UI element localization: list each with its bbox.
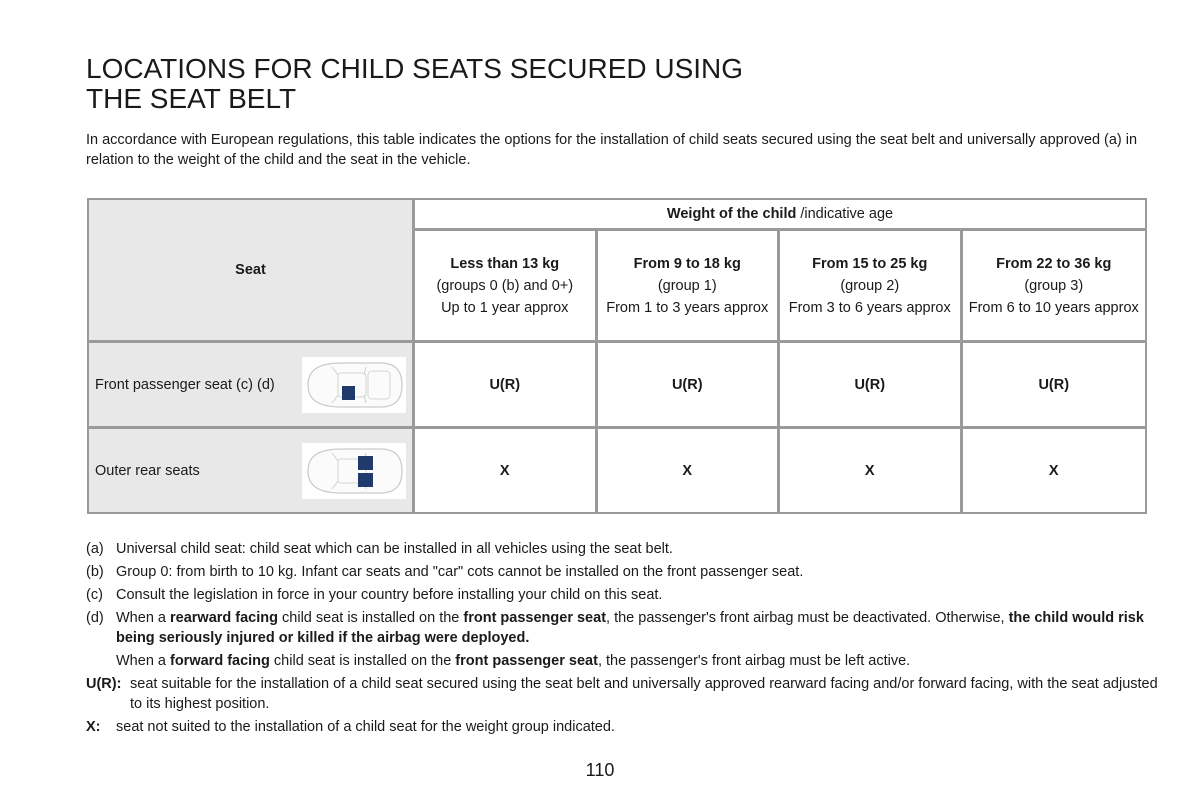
seat-name: Front passenger seat (c) (d) [95, 376, 275, 393]
legend-ur [86, 674, 1166, 714]
car-top-view-rear-seats-icon [302, 443, 406, 499]
group-age: From 3 to 6 years approx [788, 299, 951, 316]
group-age: Up to 1 year approx [441, 299, 569, 316]
weight-header [415, 200, 1145, 231]
text-run: child seat is installed on the [278, 610, 464, 626]
group-label: (groups 0 (b) and 0+) [436, 277, 574, 294]
footnote-text: Consult the legislation in force in your country before installing your child on this seat. [116, 587, 663, 603]
car-top-view-front-passenger-icon [302, 357, 406, 413]
group-label: (group 1) [657, 277, 717, 294]
cell-value: U(R) [415, 343, 598, 429]
footnote-text: Group 0: from birth to 10 kg. Infant car seats and "car" cots cannot be installed on the front passenger seat. [116, 564, 804, 580]
footnote-key: (c) [86, 587, 103, 603]
cell-value: U(R) [963, 343, 1146, 429]
group-header-4 [963, 231, 1146, 343]
footnote-text [116, 608, 1166, 648]
weight-header-rest: /indicative age [796, 206, 894, 223]
footnote-key: (d) [86, 610, 104, 626]
footnote-d [86, 608, 1166, 648]
text-run-bold: forward facing [170, 653, 270, 669]
legend-text: seat suitable for the installation of a child seat secured using the seat belt and universally approved rearward facing and/or forward facing, with the seat adjusted to its highest position. [130, 676, 1158, 712]
seat-column-header: Seat [89, 200, 415, 343]
group-label: (group 2) [840, 277, 900, 294]
group-weight: From 15 to 25 kg [812, 255, 928, 272]
legend-x [86, 717, 1166, 737]
footnote-key: (a) [86, 541, 104, 557]
child-seat-table [87, 198, 1147, 514]
seat-name: Outer rear seats [95, 462, 200, 479]
footnote-text: Universal child seat: child seat which can be installed in all vehicles using the seat belt. [116, 541, 673, 557]
table-row [89, 343, 1145, 429]
cell-value: U(R) [598, 343, 781, 429]
text-run: , the passenger's front airbag must be left active. [597, 653, 911, 669]
footnote-key: (b) [86, 564, 104, 580]
footnote-d-continued [86, 651, 1166, 671]
group-header-1 [415, 231, 598, 343]
group-weight: From 9 to 18 kg [633, 255, 741, 272]
intro-paragraph: In accordance with European regulations, this table indicates the options for the installation of child seats secured using the seat belt and universally approved (a) in relation to the weight of the child and the seat in the vehicle. [86, 132, 1138, 168]
text-run-bold: the child would risk being seriously injured or killed if the airbag were deployed. [116, 610, 1144, 646]
text-run: When a [116, 653, 170, 669]
cell-value: X [780, 429, 963, 512]
text-run: child seat is installed on the [269, 653, 456, 669]
footnote-c [86, 585, 1166, 605]
group-age: From 6 to 10 years approx [968, 299, 1139, 316]
row-label-outer-rear [89, 429, 415, 512]
group-weight: From 22 to 36 kg [996, 255, 1112, 272]
page-title-line-2: THE SEAT BELT [86, 83, 297, 114]
page-title-line-1: LOCATIONS FOR CHILD SEATS SECURED USING [86, 53, 744, 84]
row-label-front-passenger [89, 343, 415, 429]
legend-key: U(R): [86, 676, 122, 692]
footnotes [86, 539, 1166, 740]
text-run: When a [116, 610, 170, 626]
group-header-3 [780, 231, 963, 343]
footnote-a [86, 539, 1166, 559]
footnote-text [116, 651, 1166, 671]
group-label: (group 3) [1024, 277, 1084, 294]
weight-header-bold: Weight of the child [666, 206, 797, 223]
text-run-bold: front passenger seat [455, 653, 598, 669]
group-weight: Less than 13 kg [450, 255, 560, 272]
text-run: , the passenger's front airbag must be deactivated. Otherwise, [606, 610, 1009, 626]
cell-value: X [598, 429, 781, 512]
group-header-2 [598, 231, 781, 343]
cell-value: X [415, 429, 598, 512]
legend-key: X: [86, 719, 101, 735]
text-run-bold: front passenger seat [463, 610, 607, 626]
footnote-b [86, 562, 1166, 582]
table-row [89, 429, 1145, 512]
group-age: From 1 to 3 years approx [606, 299, 769, 316]
text-run-bold: rearward facing [170, 610, 278, 626]
cell-value: X [1048, 462, 1059, 479]
page-number: 110 [585, 760, 615, 780]
cell-value: U(R) [780, 343, 963, 429]
page-title [86, 54, 1086, 114]
legend-text: seat not suited to the installation of a child seat for the weight group indicated. [116, 719, 615, 735]
